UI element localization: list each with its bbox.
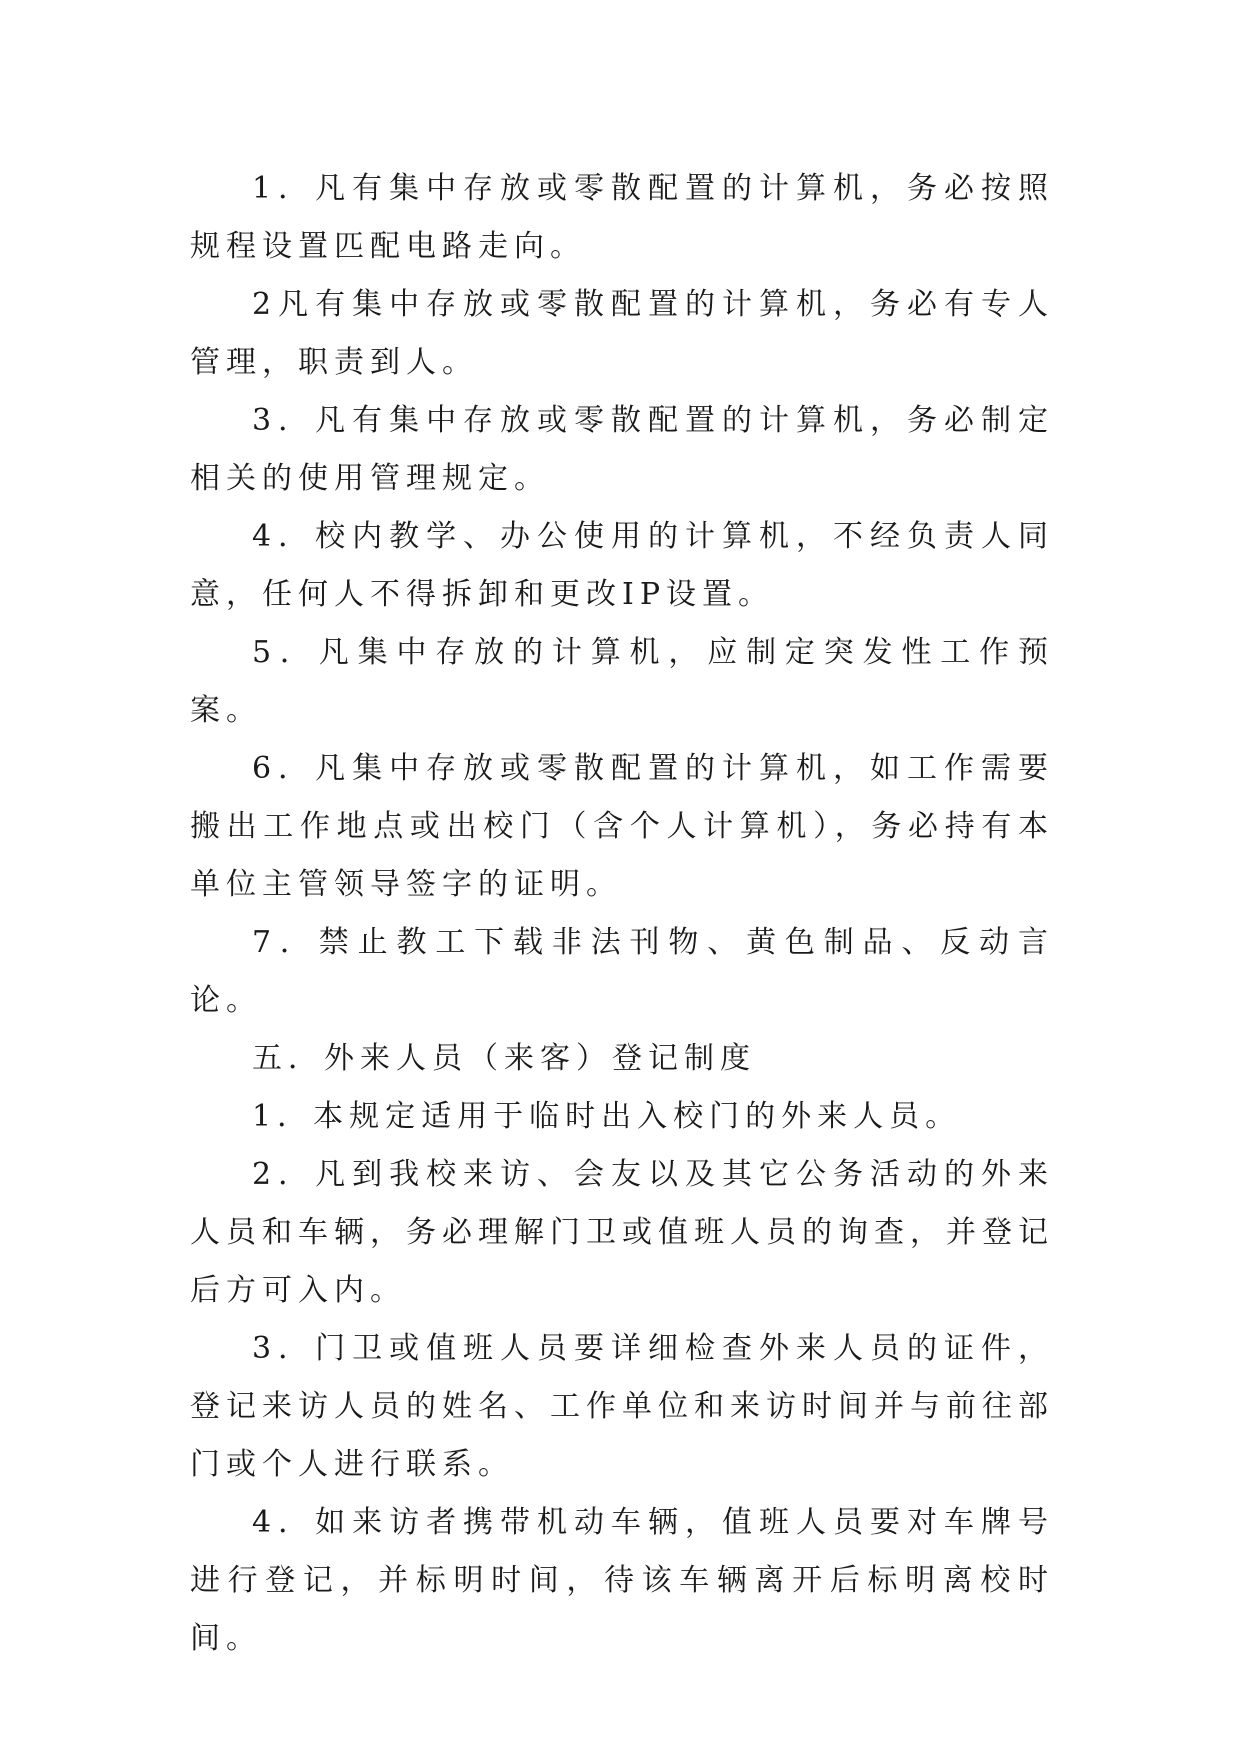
paragraph-7: 7．禁止教工下载非法刊物、黄色制品、反动言论。: [190, 925, 1054, 1018]
paragraph-2: 2凡有集中存放或零散配置的计算机，务必有专人管理，职责到人。: [190, 287, 1054, 380]
paragraph-1: 1．凡有集中存放或零散配置的计算机，务必按照规程设置匹配电路走向。: [190, 171, 1054, 264]
paragraph-4: 4．校内教学、办公使用的计算机，不经负责人同意，任何人不得拆卸和更改IP设置。: [190, 519, 1054, 612]
paragraph-10: 3．门卫或值班人员要详细检查外来人员的证件，登记来访人员的姓名、工作单位和来访时间并与前往部门或个人进行联系。: [190, 1331, 1054, 1482]
document-body: [190, 160, 1054, 1668]
section-heading: 五．外来人员（来客）登记制度: [252, 1041, 756, 1076]
paragraph-9: 2．凡到我校来访、会友以及其它公务活动的外来人员和车辆，务必理解门卫或值班人员的询查，并登记后方可入内。: [190, 1157, 1054, 1308]
paragraph-8: 1．本规定适用于临时出入校门的外来人员。: [252, 1099, 962, 1134]
paragraph-11: 4．如来访者携带机动车辆，值班人员要对车牌号进行登记，并标明时间，待该车辆离开后标明离校时间。: [190, 1505, 1054, 1656]
paragraph-3: 3．凡有集中存放或零散配置的计算机，务必制定相关的使用管理规定。: [190, 403, 1054, 496]
paragraph-5: 5．凡集中存放的计算机，应制定突发性工作预案。: [190, 635, 1054, 728]
paragraph-6: 6．凡集中存放或零散配置的计算机，如工作需要搬出工作地点或出校门（含个人计算机），务必持有本单位主管领导签字的证明。: [190, 751, 1054, 902]
